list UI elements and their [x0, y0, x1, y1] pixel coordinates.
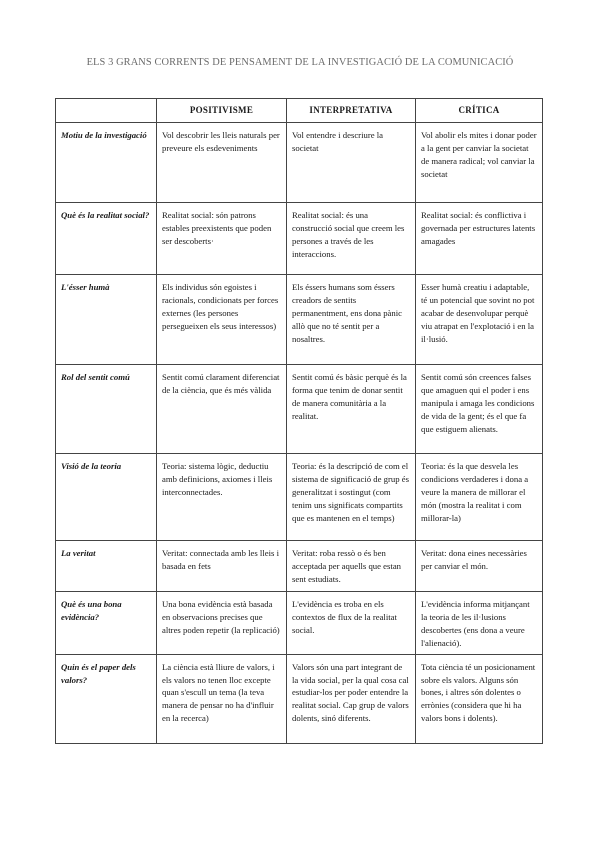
- table-row: [56, 592, 543, 655]
- table-cell: Sentit comú és bàsic perquè és la forma que tenim de donar sentit de manera comunitària a la realitat.: [287, 365, 416, 454]
- column-header-positivisme: POSITIVISME: [157, 99, 287, 123]
- table-cell: L'evidència informa mitjançant la teoria de les il·lusions descobertes (ens dona a veure l'alienació).: [416, 592, 543, 655]
- table-cell: Vol entendre i descriure la societat: [287, 123, 416, 203]
- row-label: Què és una bona evidència?: [56, 592, 157, 655]
- table-row: [56, 203, 543, 275]
- table-cell: Teoria: sistema lògic, deductiu amb definicions, axiomes i lleis interconnectades.: [157, 454, 287, 541]
- table-cell: Sentit comú són creences falses que amaguen qui el poder i ens manipula i amaga les condicions de vida de la gent; és el que fa que estiguem alienats.: [416, 365, 543, 454]
- row-label: Visió de la teoria: [56, 454, 157, 541]
- row-label: Motiu de la investigació: [56, 123, 157, 203]
- table-cell: Veritat: connectada amb les lleis i basada en fets: [157, 541, 287, 592]
- table-cell: Teoria: és la que desvela les condicions verdaderes i dona a veure la manera de millorar el món (mostra la realitat i com millorar-la): [416, 454, 543, 541]
- comparison-table: [55, 98, 543, 744]
- table-row: [56, 654, 543, 743]
- table-cell: Els éssers humans som éssers creadors de sentits permanentment, ens dona pànic allò que no té sentit per a nosaltres.: [287, 275, 416, 365]
- row-label: Rol del sentit comú: [56, 365, 157, 454]
- column-header-interpretativa: INTERPRETATIVA: [287, 99, 416, 123]
- table-row: [56, 454, 543, 541]
- row-label: L'ésser humà: [56, 275, 157, 365]
- row-label: Quin és el paper dels valors?: [56, 654, 157, 743]
- document-title: ELS 3 GRANS CORRENTS DE PENSAMENT DE LA INVESTIGACIÓ DE LA COMUNICACIÓ: [86, 57, 514, 68]
- table-cell: Vol abolir els mites i donar poder a la gent per canviar la societat de manera radical; vol canviar la societat: [416, 123, 543, 203]
- table-cell: Tota ciència té un posicionament sobre els valors. Alguns són bones, i altres són dolentes o errònies (considera que hi ha valors bons i dolents).: [416, 654, 543, 743]
- table-cell: Teoria: és la descripció de com el sistema de significació de grup és generalitzat i sostingut (com tenim uns significats compartits que es mantenen en el temps): [287, 454, 416, 541]
- table-row: [56, 365, 543, 454]
- table-cell: L'evidència es troba en els contextos de flux de la realitat social.: [287, 592, 416, 655]
- table-cell: Vol descobrir les lleis naturals per preveure els esdeveniments: [157, 123, 287, 203]
- header-corner-cell: [56, 99, 157, 123]
- table-cell: Sentit comú clarament diferenciat de la ciència, que és més vàlida: [157, 365, 287, 454]
- table-cell: Esser humà creatiu i adaptable, té un potencial que sovint no pot acabar de desenvolupar perquè viu atrapat en l'explotació i en la il·lusió.: [416, 275, 543, 365]
- table-header-row: [56, 99, 543, 123]
- table-cell: Valors són una part integrant de la vida social, per la qual cosa cal estudiar-los per poder entendre la realitat social. Cap grup de valors dolents, sinó diferents.: [287, 654, 416, 743]
- table-row: [56, 123, 543, 203]
- row-label: Què és la realitat social?: [56, 203, 157, 275]
- column-header-critica: CRÍTICA: [416, 99, 543, 123]
- table-cell: Realitat social: és una construcció social que creem les persones a través de les interaccions.: [287, 203, 416, 275]
- table-cell: Realitat social: són patrons estables preexistents que poden ser descoberts·: [157, 203, 287, 275]
- table-cell: Veritat: dona eines necessàries per canviar el món.: [416, 541, 543, 592]
- table-cell: Els individus són egoistes i racionals, condicionats per forces externes (les persones persegueixen els seus interessos): [157, 275, 287, 365]
- table-cell: Veritat: roba ressò o és ben acceptada per aquells que estan sent estudiats.: [287, 541, 416, 592]
- table-cell: La ciència està lliure de valors, i els valors no tenen lloc excepte quan s'escull un tema (la teva manera de pensar no ha d'influir en la recerca): [157, 654, 287, 743]
- row-label: La veritat: [56, 541, 157, 592]
- table-row: [56, 275, 543, 365]
- table-row: [56, 541, 543, 592]
- table-cell: Realitat social: és conflictiva i governada per estructures latents amagades: [416, 203, 543, 275]
- table-cell: Una bona evidència està basada en observacions precises que altres poden repetir (la replicació): [157, 592, 287, 655]
